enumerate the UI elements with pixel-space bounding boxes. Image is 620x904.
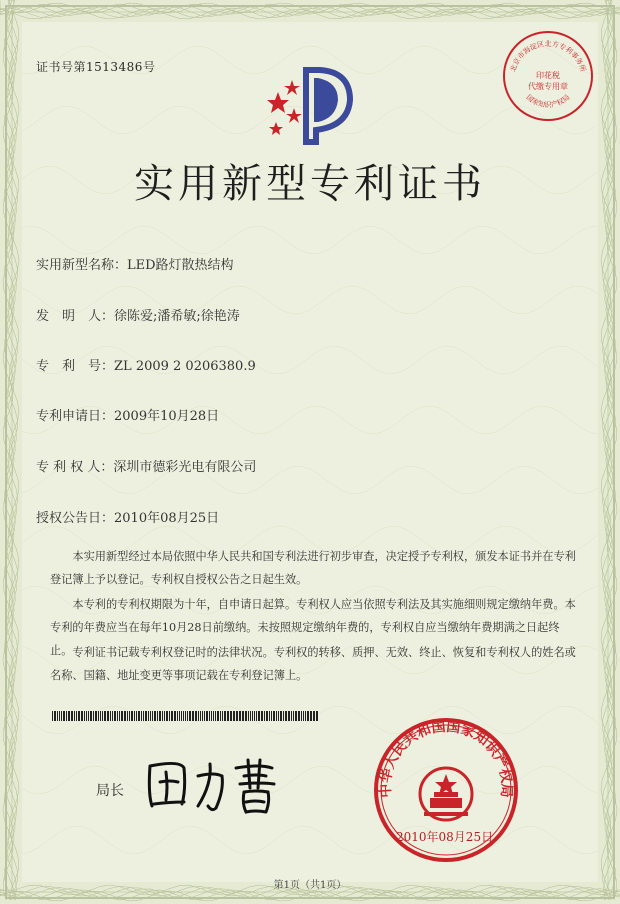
national-emblem-icon [420,768,472,820]
barcode-bar [110,711,111,721]
stamp-bottom-text: 国家知识产权局 [524,93,572,110]
barcode-bar [183,711,184,721]
barcode-bar [134,711,135,721]
barcode-bar [90,711,92,721]
barcode-bar [127,711,128,721]
barcode-bar [213,711,214,721]
barcode-bar [283,711,284,721]
director-label: 局长 [96,783,124,799]
barcode-bar [273,711,275,721]
barcode-bar [121,711,123,721]
barcode-bar [198,711,199,721]
barcode-bar [104,711,106,721]
barcode-bar [157,711,158,721]
field-inventor-row [36,305,240,324]
barcode-bar [166,711,168,721]
barcode-bar [227,711,229,721]
barcode-bar [230,711,232,721]
field-grant-date-label: 授权公告日： [36,511,115,526]
barcode-bar [285,711,287,721]
barcode-bar [57,711,58,721]
barcode-bar [181,711,182,721]
agency-stamp [500,28,596,124]
field-name-label: 实用新型名称： [36,258,128,273]
stamp-top-text: 北京市海淀区北方专利事务所 [509,40,587,73]
field-filing-date-row [36,405,219,424]
barcode-bar [177,711,178,721]
barcode-bar [93,711,94,721]
barcode-bar [293,711,294,721]
barcode-bar [295,711,297,721]
barcode-bar [250,711,251,721]
barcode-bar [248,711,249,721]
barcode-bar [179,711,180,721]
barcode-bar [107,711,109,721]
barcode-bar [242,711,244,721]
barcode-bar [131,711,133,721]
field-patentee-value: 深圳市德彩光电有限公司 [113,460,257,475]
barcode-bar [52,711,53,721]
barcode-bar [136,711,137,721]
barcode-bar [59,711,60,721]
barcode-bar [63,711,65,721]
seal-text: 中华人民共和国国家知识产权局 [377,718,515,799]
barcode-bar [162,711,163,721]
barcode-bar [264,711,265,721]
barcode-bar [171,711,173,721]
barcode-bar [204,711,205,721]
barcode-bar [152,711,153,721]
field-grant-date-row [36,507,219,526]
barcode-bar [258,711,260,721]
field-inventor-label: 发 明 人： [36,309,115,324]
stamp-line2: 代缴专用章 [528,82,568,91]
barcode-bar [291,711,292,721]
paragraph-3: 专利证书记载专利权登记时的法律状况。专利权的转移、质押、无效、终止、恢复和专利权人的姓名或名称、国籍、地址变更等事项记载在专利登记簿上。 [50,646,576,682]
barcode-bar [100,711,101,721]
barcode-bar [102,711,103,721]
barcode-bar [195,711,197,721]
field-patentee-label: 专 利 权 人： [36,460,114,475]
stamp-line1: 印花税 [536,71,560,80]
barcode-bar [254,711,255,721]
barcode-bar [98,711,99,721]
barcode-bar [148,711,149,721]
barcode-bar [54,711,56,721]
barcode-bar [74,711,75,721]
barcode-bar [202,711,203,721]
barcode-bar [164,711,165,721]
barcode-bar [271,711,272,721]
barcode-bar [211,711,212,721]
field-filing-date-label: 专利申请日： [36,409,115,424]
barcode-bar [209,711,210,721]
barcode-bar [117,711,118,721]
barcode-bar [154,711,156,721]
barcode-bar [76,711,77,721]
barcode-bar [95,711,97,721]
barcode-bar [245,711,247,721]
barcode-bar [256,711,257,721]
barcode-bar [84,711,85,721]
barcode-bar [305,711,306,721]
barcode-bar [169,711,170,721]
cnipa-logo-icon [258,60,358,150]
svg-text:国家知识产权局 [525,93,572,110]
barcode-bar [78,711,80,721]
barcode-bar [141,711,142,721]
barcode-bar [143,711,144,721]
barcode-bar [71,711,73,721]
barcode-bar [61,711,62,721]
barcode-bar [68,711,70,721]
barcode-bar [192,711,194,721]
barcode-bar [236,711,238,721]
barcode-bar [276,711,277,721]
barcode-bar [159,711,161,721]
barcode-bar [206,711,208,721]
barcode-bar [81,711,83,721]
barcode-bar [129,711,130,721]
field-patentee-row [36,456,256,475]
svg-text:北京市海淀区北方专利事务所 [508,39,588,73]
barcode-bar [298,711,300,721]
paragraph-1: 本实用新型经过本局依照中华人民共和国专利法进行初步审查，决定授予专利权，颁发本证书并在专利登记簿上予以登记。专利权自授权公告之日起生效。 [50,550,576,586]
barcode-bar [233,711,235,721]
field-name-row [36,254,234,273]
barcode [52,711,330,721]
field-patent-no-value: ZL 2009 2 0206380.9 [114,359,256,374]
barcode-bar [189,711,191,721]
page-footer: 第1页（共1页） [273,880,347,891]
barcode-bar [86,711,87,721]
barcode-bar [124,711,126,721]
barcode-bar [112,711,113,721]
barcode-bar [200,711,201,721]
barcode-bar [280,711,282,721]
certificate-number: 证书号第1513486号 [36,60,156,74]
barcode-bar [215,711,216,721]
barcode-bar [224,711,226,721]
barcode-bar [288,711,290,721]
seal-date: 2010年08月25日 [396,830,494,844]
barcode-bar [266,711,268,721]
barcode-bar [307,711,309,721]
barcode-bar [303,711,304,721]
director-signature [140,754,300,818]
field-name-value: LED路灯散热结构 [127,258,234,273]
barcode-bar [316,711,318,721]
barcode-bar [66,711,67,721]
barcode-bar [220,711,221,721]
field-inventor-value: 徐陈爱;潘希敏;徐艳涛 [114,309,240,324]
barcode-bar [252,711,253,721]
field-filing-date-value: 2009年10月28日 [114,409,220,424]
barcode-bar [119,711,120,721]
barcode-bar [114,711,116,721]
barcode-bar [217,711,219,721]
barcode-bar [222,711,223,721]
barcode-bar [145,711,147,721]
barcode-bar [261,711,263,721]
paragraph-2: 本专利的专利权期限为十年，自申请日起算。专利权人应当依照专利法及其实施细则规定缴纳年费。本专利的年费应当在每年10月28日前缴纳。未按照规定缴纳年费的，专利权自应当缴纳年费期满之日起终止。 [50,598,576,657]
barcode-bar [278,711,279,721]
barcode-bar [185,711,186,721]
barcode-bar [313,711,315,721]
barcode-bar [301,711,302,721]
certificate-title: 实用新型专利证书 [134,161,486,207]
barcode-bar [88,711,89,721]
field-patent-no-label: 专 利 号： [36,359,115,374]
barcode-bar [310,711,312,721]
barcode-bar [174,711,176,721]
field-grant-date-value: 2010年08月25日 [114,511,220,526]
barcode-bar [150,711,151,721]
barcode-bar [187,711,188,721]
barcode-bar [138,711,140,721]
barcode-bar [239,711,241,721]
field-patent-no-row [36,355,256,374]
barcode-bar [269,711,270,721]
